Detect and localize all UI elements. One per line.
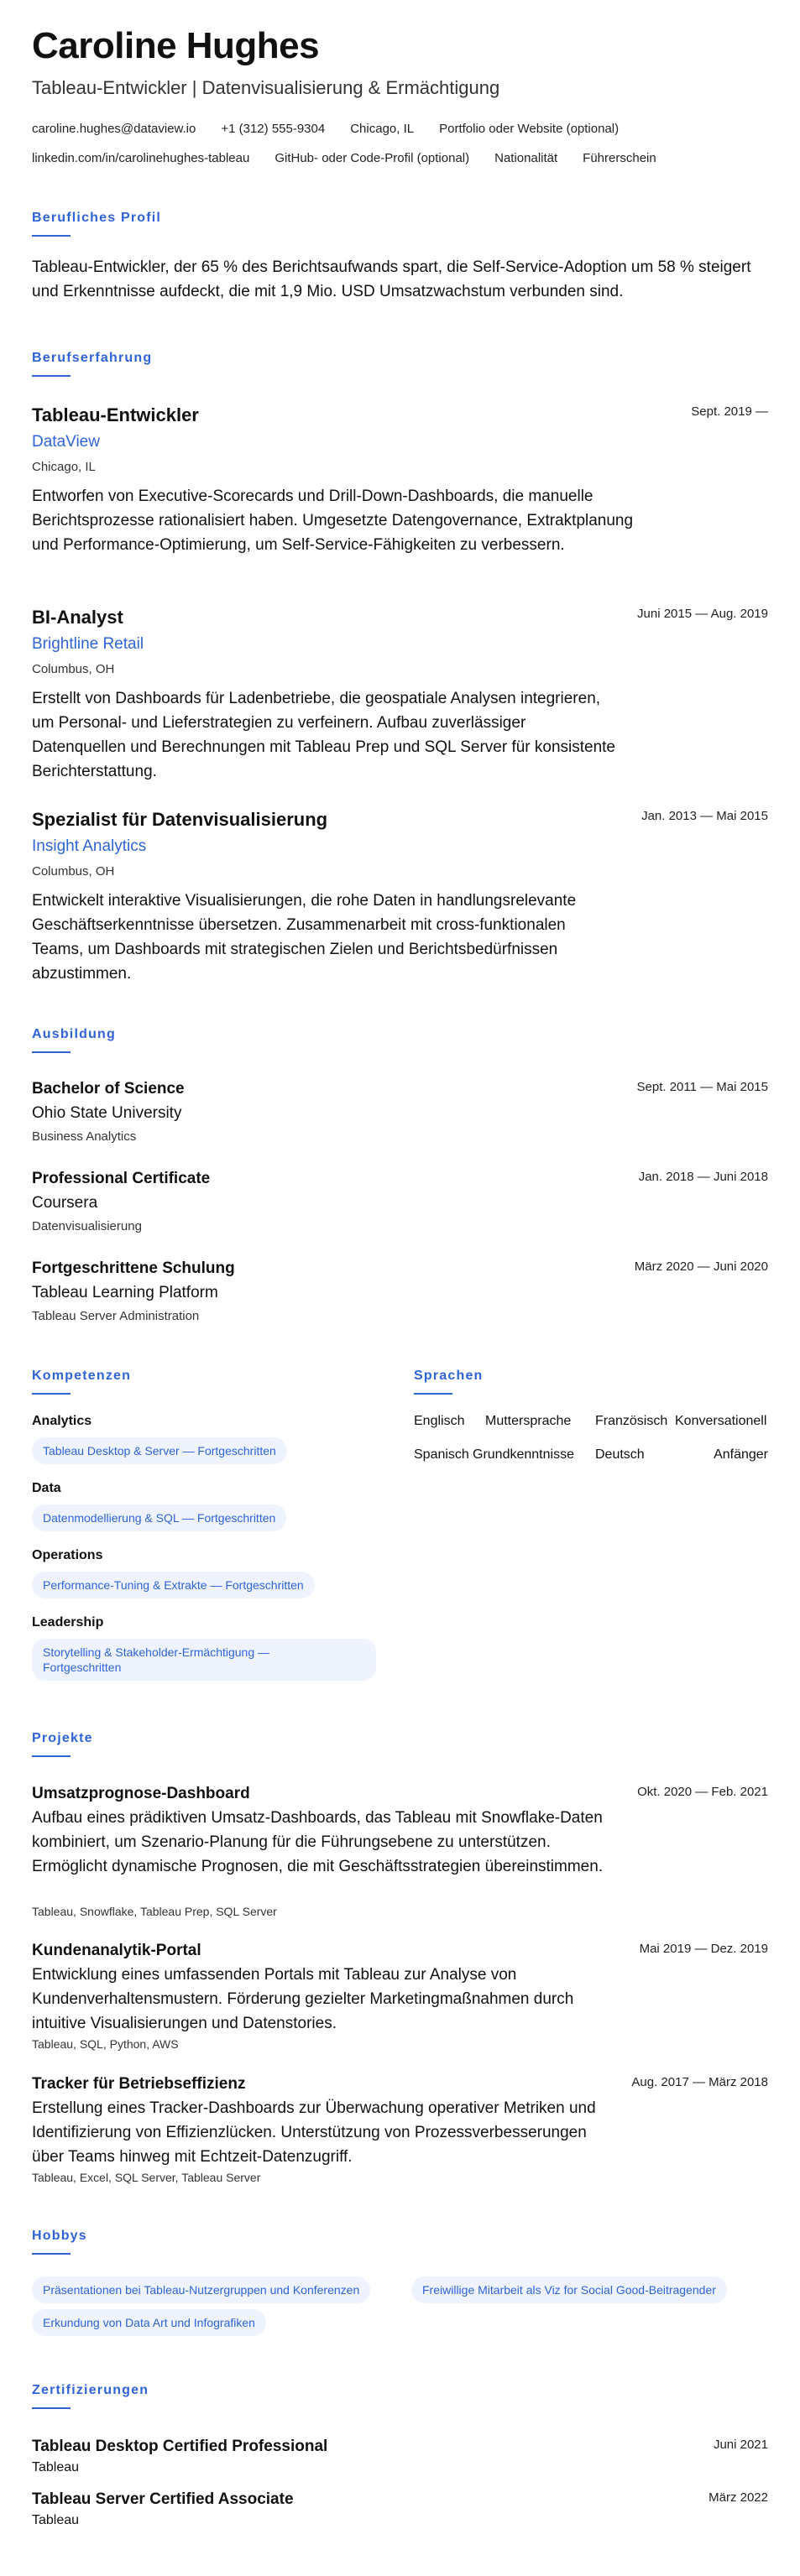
project-date: Okt. 2020 — Feb. 2021	[637, 1785, 768, 1799]
skill-category: Operations	[32, 1548, 103, 1562]
certification-title: Tableau Desktop Certified Professional	[32, 2438, 328, 2455]
job-date: Sept. 2019 —	[691, 404, 768, 419]
skill-pill: Performance-Tuning & Extrakte — Fortgeschritten	[32, 1572, 315, 1598]
language-name: Französisch	[595, 1414, 668, 1428]
certification-org: Tableau	[32, 2460, 80, 2474]
candidate-title: Tableau-Entwickler | Datenvisualisierung & Ermächtigung	[32, 77, 500, 98]
job-description: Entworfen von Executive-Scorecards und Drill-Down-Dashboards, die manuelle Berichtsprozesse rationalisiert haben. Umgesetzte Datengovernance, Extraktplanung und Performance-Optimierung, um Self-Service-Fähigkeiten zu verbessern.	[32, 488, 634, 554]
languages-heading: Sprachen	[414, 1369, 484, 1383]
skill-pill: Tableau Desktop & Server — Fortgeschritten	[32, 1437, 287, 1464]
experience-heading: Berufserfahrung	[32, 351, 153, 365]
certification-date: März 2022	[708, 2490, 768, 2505]
education-school: Tableau Learning Platform	[32, 1284, 218, 1301]
job-title: BI-Analyst	[32, 607, 123, 628]
skill-category: Leadership	[32, 1615, 104, 1630]
section-divider	[32, 1755, 71, 1757]
education-heading: Ausbildung	[32, 1027, 116, 1041]
project-title: Kundenanalytik-Portal	[32, 1942, 201, 1959]
hobby-pill: Freiwillige Mitarbeit als Viz for Social Good-Beitragender	[411, 2276, 727, 2303]
language-name: Spanisch	[414, 1447, 469, 1462]
contact-row-2	[32, 151, 656, 165]
project-tech: Tableau, SQL, Python, AWS	[32, 2037, 179, 2051]
project-tech: Tableau, Snowflake, Tableau Prep, SQL Server	[32, 1905, 277, 1918]
education-degree: Bachelor of Science	[32, 1080, 185, 1098]
project-date: Mai 2019 — Dez. 2019	[639, 1942, 768, 1956]
project-tech: Tableau, Excel, SQL Server, Tableau Server	[32, 2171, 261, 2184]
job-location: Chicago, IL	[32, 460, 96, 474]
education-field: Tableau Server Administration	[32, 1309, 200, 1323]
skill-category: Analytics	[32, 1414, 92, 1428]
language-name: Deutsch	[595, 1447, 645, 1462]
skills-heading: Kompetenzen	[32, 1369, 132, 1383]
job-title: Spezialist für Datenvisualisierung	[32, 809, 328, 830]
job-company: DataView	[32, 433, 100, 451]
section-divider	[32, 235, 71, 237]
hobbies-heading: Hobbys	[32, 2229, 87, 2243]
project-description: Entwicklung eines umfassenden Portals mit Tableau zur Analyse von Kundenverhaltensmustern. Förderung gezielter Marketingmaßnahmen durch intuitive Visualisierungen und Datenstories.	[32, 1966, 574, 2032]
section-divider	[32, 2253, 71, 2255]
education-field: Business Analytics	[32, 1129, 137, 1144]
section-divider	[32, 1051, 71, 1053]
skill-pill	[32, 1639, 376, 1681]
education-date: Jan. 2018 — Juni 2018	[638, 1170, 768, 1184]
section-divider	[32, 2407, 71, 2409]
license-text: Führerschein	[583, 151, 656, 165]
project-title: Tracker für Betriebseffizienz	[32, 2075, 246, 2093]
education-school: Coursera	[32, 1194, 98, 1212]
education-school: Ohio State University	[32, 1104, 182, 1122]
section-divider	[32, 1393, 71, 1395]
education-date: Sept. 2011 — Mai 2015	[636, 1080, 768, 1094]
education-degree: Professional Certificate	[32, 1170, 211, 1187]
candidate-name: Caroline Hughes	[32, 25, 320, 66]
project-description: Erstellung eines Tracker-Dashboards zur Überwachung operativer Metriken und Identifizierung von Effizienzlücken. Unterstützung von Prozessverbesserungen über Teams hinweg mit Echtzeit-Datenzugriff.	[32, 2099, 596, 2166]
skill-pill: Datenmodellierung & SQL — Fortgeschritten	[32, 1504, 286, 1531]
email-link[interactable]: caroline.hughes@dataview.io	[32, 122, 196, 136]
education-date: März 2020 — Juni 2020	[634, 1259, 768, 1274]
job-company: Brightline Retail	[32, 635, 144, 653]
contact-row-1	[32, 122, 619, 136]
location-text: Chicago, IL	[350, 122, 415, 136]
skill-pill-line: Storytelling & Stakeholder-Ermächtigung —	[43, 1645, 270, 1659]
job-date: Juni 2015 — Aug. 2019	[637, 607, 768, 621]
language-level: Konversationell	[675, 1414, 767, 1428]
github-link[interactable]: GitHub- oder Code-Profil (optional)	[275, 151, 470, 165]
phone-link[interactable]: +1 (312) 555-9304	[221, 122, 326, 136]
skill-category: Data	[32, 1481, 61, 1495]
profile-text: Tableau-Entwickler, der 65 % des Berichtsaufwands spart, die Self-Service-Adoption um 58 % steigert und Erkenntnisse aufdeckt, die mit 1,9 Mio. USD Umsatzwachstum verbunden sind.	[32, 258, 751, 300]
job-location: Columbus, OH	[32, 864, 115, 879]
portfolio-link[interactable]: Portfolio oder Website (optional)	[439, 122, 620, 136]
language-level: Grundkenntnisse	[473, 1447, 574, 1462]
language-level: Muttersprache	[485, 1414, 572, 1428]
certification-title: Tableau Server Certified Associate	[32, 2490, 294, 2508]
job-company: Insight Analytics	[32, 837, 147, 855]
skill-pill-line: Fortgeschritten	[43, 1661, 122, 1674]
project-description: Aufbau eines prädiktiven Umsatz-Dashboards, das Tableau mit Snowflake-Daten kombiniert, um Szenario-Planung für die Führungsebene zu unterstützen. Ermöglicht dynamische Prognosen, die mit Geschäftsstrategien übereinstimmen.	[32, 1809, 604, 1875]
nationality-text: Nationalität	[494, 151, 558, 165]
certification-date: Juni 2021	[713, 2438, 768, 2452]
projects-heading: Projekte	[32, 1731, 93, 1745]
language-level: Anfänger	[714, 1447, 768, 1462]
hobby-pill: Erkundung von Data Art und Infografiken	[32, 2309, 266, 2336]
education-degree: Fortgeschrittene Schulung	[32, 1259, 235, 1277]
project-date: Aug. 2017 — März 2018	[631, 2075, 768, 2089]
section-divider	[32, 375, 71, 377]
job-description: Entwickelt interaktive Visualisierungen, die rohe Daten in handlungsrelevante Geschäftserkenntnisse übersetzen. Zusammenarbeit mit cross-funktionalen Teams, um Dashboards mit strategischen Zielen und Berichtsbedürfnissen abzustimmen.	[32, 892, 577, 983]
job-description: Erstellt von Dashboards für Ladenbetriebe, die geospatiale Analysen integrieren, um Personal- und Lieferstrategien zu verfeinern. Aufbau zuverlässiger Datenquellen und Berechnungen mit Tableau Prep und SQL Server für konsistente Berichterstattung.	[32, 690, 616, 780]
job-location: Columbus, OH	[32, 662, 115, 676]
hobby-pill: Präsentationen bei Tableau-Nutzergruppen und Konferenzen	[32, 2276, 370, 2303]
job-title: Tableau-Entwickler	[32, 404, 199, 425]
certification-org: Tableau	[32, 2513, 80, 2527]
profile-heading: Berufliches Profil	[32, 211, 162, 225]
job-date: Jan. 2013 — Mai 2015	[641, 809, 768, 823]
language-name: Englisch	[414, 1414, 465, 1428]
section-divider	[414, 1393, 452, 1395]
linkedin-link[interactable]: linkedin.com/in/carolinehughes-tableau	[32, 151, 250, 165]
project-title: Umsatzprognose-Dashboard	[32, 1785, 250, 1802]
certifications-heading: Zertifizierungen	[32, 2383, 149, 2397]
education-field: Datenvisualisierung	[32, 1219, 142, 1233]
